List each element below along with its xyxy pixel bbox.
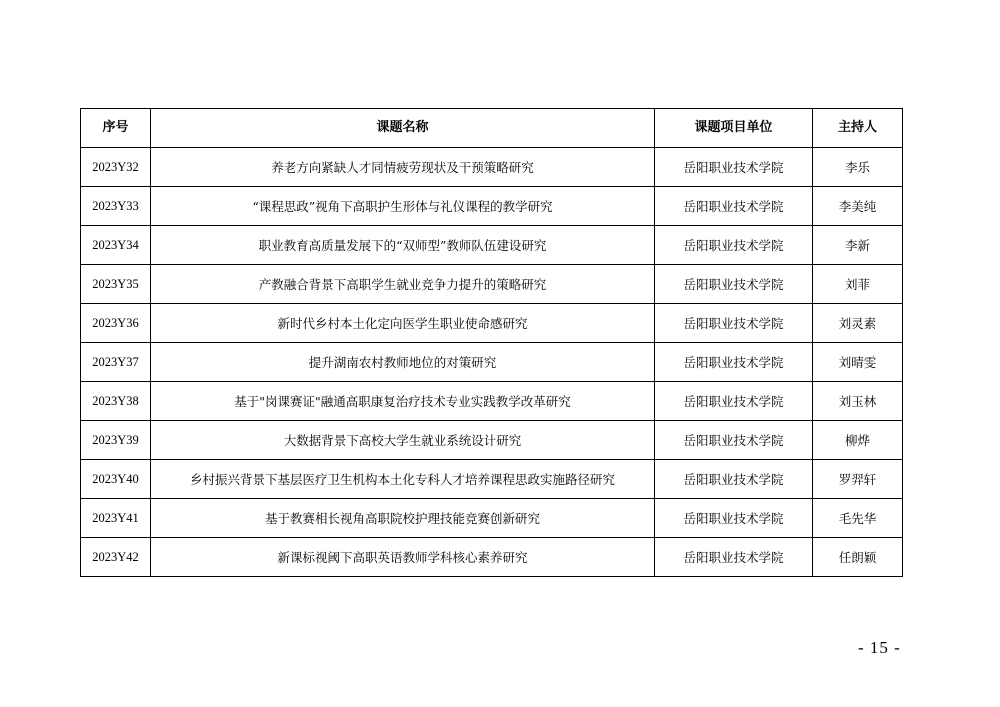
- table-row: [81, 460, 903, 499]
- header-host: 主持人: [813, 109, 903, 148]
- cell-title: 养老方向紧缺人才同情疲劳现状及干预策略研究: [151, 148, 655, 187]
- cell-title: 新时代乡村本土化定向医学生职业使命感研究: [151, 304, 655, 343]
- cell-serial: 2023Y39: [81, 421, 151, 460]
- cell-title: 大数据背景下高校大学生就业系统设计研究: [151, 421, 655, 460]
- cell-serial: 2023Y32: [81, 148, 151, 187]
- cell-host: 任朗颖: [813, 538, 903, 577]
- cell-host: 毛先华: [813, 499, 903, 538]
- cell-unit: 岳阳职业技术学院: [655, 538, 813, 577]
- cell-unit: 岳阳职业技术学院: [655, 460, 813, 499]
- cell-host: 刘灵素: [813, 304, 903, 343]
- cell-serial: 2023Y36: [81, 304, 151, 343]
- cell-serial: 2023Y35: [81, 265, 151, 304]
- cell-host: 李乐: [813, 148, 903, 187]
- cell-unit: 岳阳职业技术学院: [655, 499, 813, 538]
- table-row: [81, 421, 903, 460]
- table-row: [81, 304, 903, 343]
- cell-unit: 岳阳职业技术学院: [655, 304, 813, 343]
- table-row: [81, 499, 903, 538]
- cell-host: 刘晴雯: [813, 343, 903, 382]
- cell-unit: 岳阳职业技术学院: [655, 382, 813, 421]
- cell-unit: 岳阳职业技术学院: [655, 265, 813, 304]
- cell-title: “课程思政”视角下高职护生形体与礼仪课程的教学研究: [151, 187, 655, 226]
- cell-serial: 2023Y37: [81, 343, 151, 382]
- cell-serial: 2023Y40: [81, 460, 151, 499]
- table-row: [81, 343, 903, 382]
- cell-title: 职业教育高质量发展下的“双师型”教师队伍建设研究: [151, 226, 655, 265]
- header-title: 课题名称: [151, 109, 655, 148]
- cell-unit: 岳阳职业技术学院: [655, 226, 813, 265]
- cell-title: 产教融合背景下高职学生就业竞争力提升的策略研究: [151, 265, 655, 304]
- cell-serial: 2023Y38: [81, 382, 151, 421]
- table-row: [81, 148, 903, 187]
- cell-serial: 2023Y41: [81, 499, 151, 538]
- table-row: [81, 538, 903, 577]
- table-body: [81, 148, 903, 577]
- cell-unit: 岳阳职业技术学院: [655, 187, 813, 226]
- header-serial: 序号: [81, 109, 151, 148]
- header-unit: 课题项目单位: [655, 109, 813, 148]
- cell-serial: 2023Y42: [81, 538, 151, 577]
- table-header-row: [81, 109, 903, 148]
- cell-host: 刘玉林: [813, 382, 903, 421]
- cell-title: 基于教赛相长视角高职院校护理技能竞赛创新研究: [151, 499, 655, 538]
- cell-host: 柳烨: [813, 421, 903, 460]
- cell-title: 基于"岗课赛证"融通高职康复治疗技术专业实践教学改革研究: [151, 382, 655, 421]
- cell-host: 罗羿轩: [813, 460, 903, 499]
- cell-serial: 2023Y33: [81, 187, 151, 226]
- cell-host: 刘菲: [813, 265, 903, 304]
- project-table: [80, 108, 903, 577]
- cell-unit: 岳阳职业技术学院: [655, 421, 813, 460]
- page-number: - 15 -: [858, 638, 901, 657]
- table-row: [81, 187, 903, 226]
- cell-unit: 岳阳职业技术学院: [655, 343, 813, 382]
- table-row: [81, 265, 903, 304]
- cell-title: 乡村振兴背景下基层医疗卫生机构本土化专科人才培养课程思政实施路径研究: [151, 460, 655, 499]
- cell-host: 李美纯: [813, 187, 903, 226]
- cell-title: 新课标视阈下高职英语教师学科核心素养研究: [151, 538, 655, 577]
- table-row: [81, 382, 903, 421]
- cell-unit: 岳阳职业技术学院: [655, 148, 813, 187]
- cell-serial: 2023Y34: [81, 226, 151, 265]
- cell-title: 提升湖南农村教师地位的对策研究: [151, 343, 655, 382]
- table-row: [81, 226, 903, 265]
- cell-host: 李新: [813, 226, 903, 265]
